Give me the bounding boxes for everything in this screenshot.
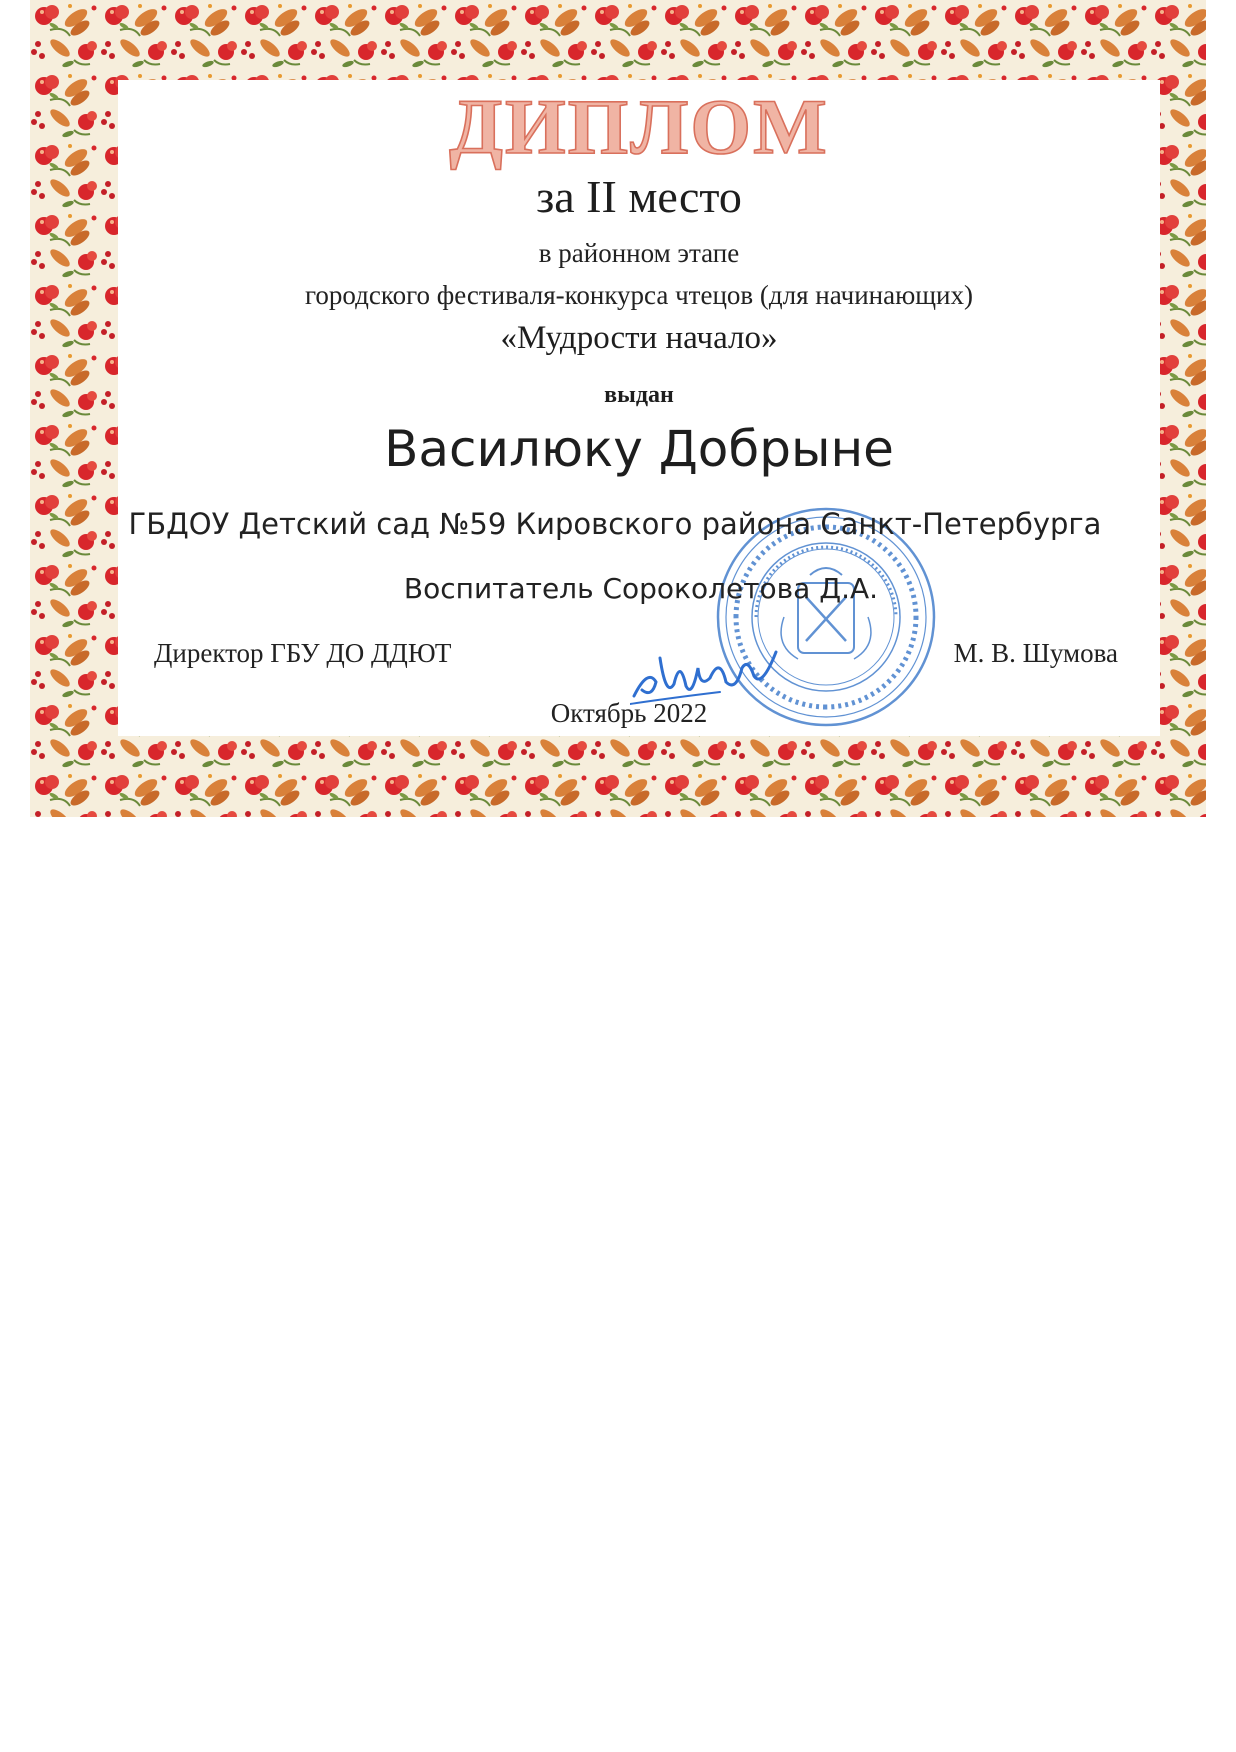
teacher-text: Воспитатель Сороколетова Д.А. [403,572,879,605]
issued-label: выдан [604,382,674,408]
diploma-certificate [30,0,1206,817]
festival-text: городского фестиваля-конкурса чтецов (для начинающих) [305,280,973,310]
contest-name: «Мудрости начало» [500,320,778,356]
place-text: за II место [536,171,742,222]
issue-date: Октябрь 2022 [550,698,708,728]
stage-text: в районном этапе [538,238,740,268]
diploma-title: ДИПЛОМ [449,83,829,170]
recipient-name: Василюку Добрыне [384,420,894,478]
diploma-content [118,80,1160,736]
director-name: М. В. Шумова [953,638,1118,668]
director-title: Директор ГБУ ДО ДДЮТ [154,638,452,668]
institution-text: ГБДОУ Детский сад №59 Кировского района Санкт-Петербурга [128,507,1102,541]
